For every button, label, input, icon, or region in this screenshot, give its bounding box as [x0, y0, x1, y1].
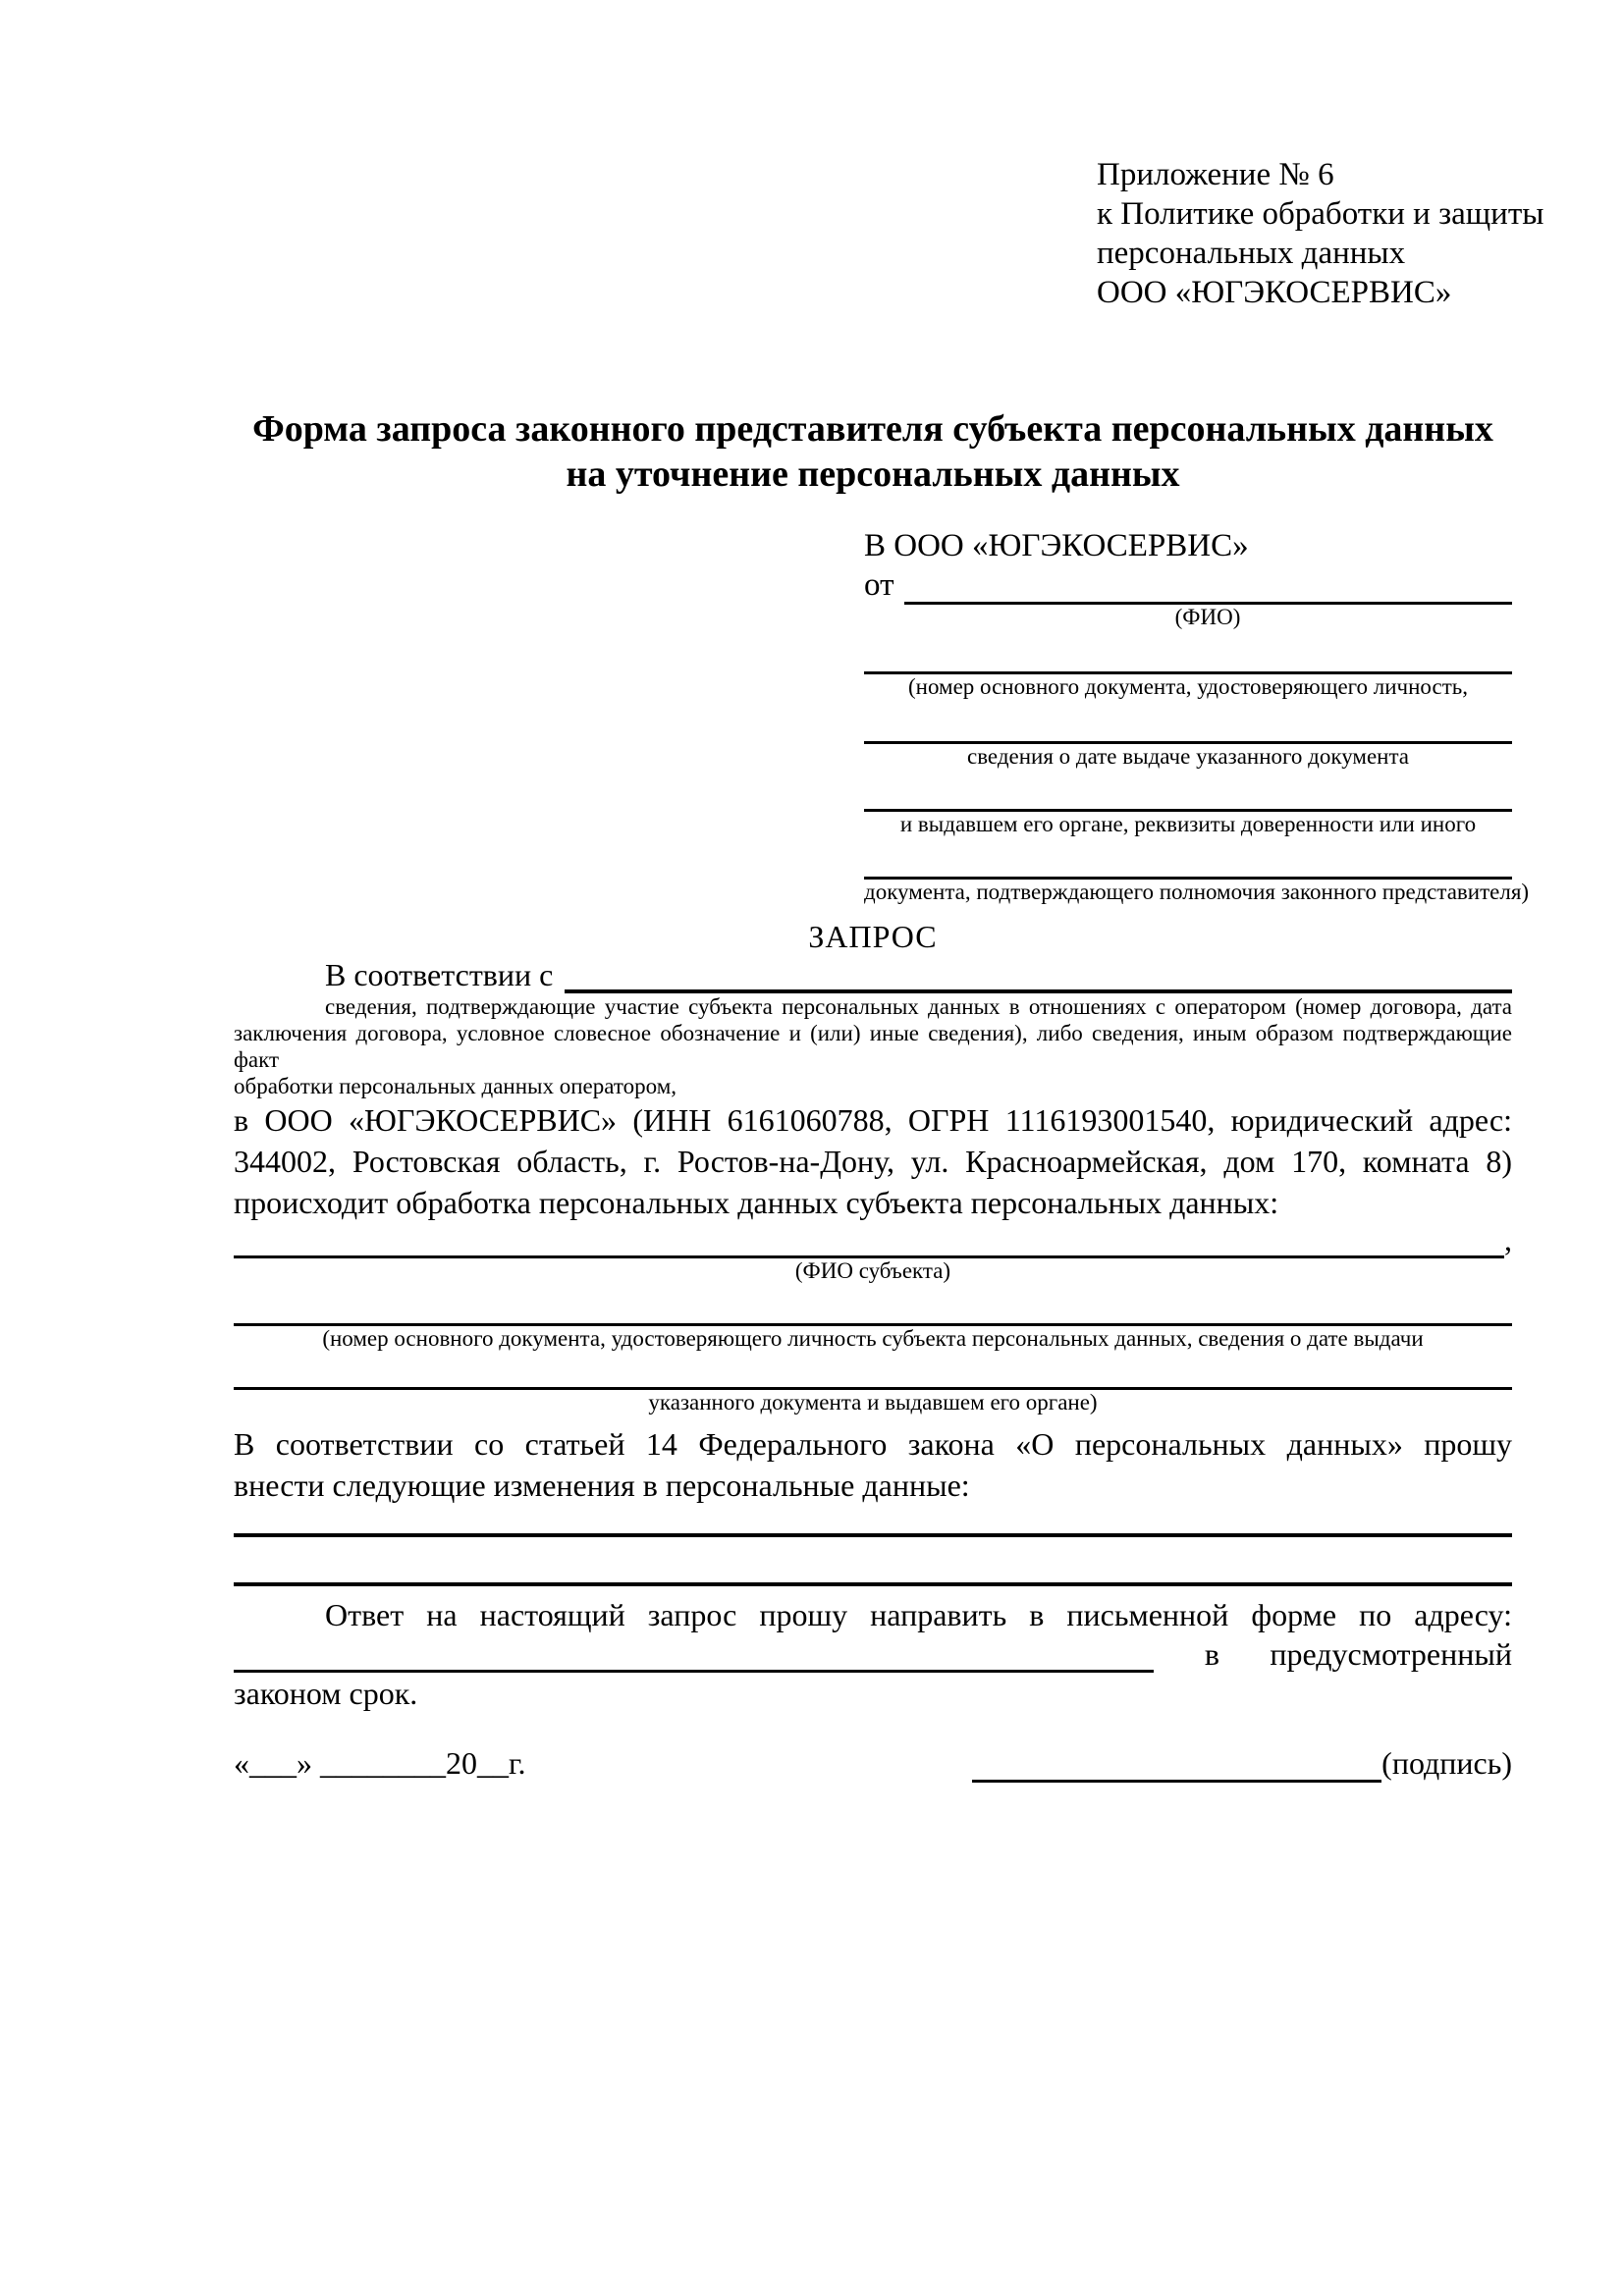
document-title-line-1: Форма запроса законного представителя субъекта персональных данных — [252, 408, 1493, 450]
response-request-line: Ответ на настоящий запрос прошу направить в письменной форме по адресу: — [325, 1597, 1512, 1632]
addressee-block — [864, 526, 1530, 905]
blank-line — [864, 837, 1512, 880]
address-field-row — [234, 1635, 1512, 1673]
subject-doc-caption-1: (номер основного документа, удостоверяющего личность субъекта персональных данных, сведения о дате выдачи — [322, 1326, 1424, 1351]
request-heading: ЗАПРОС — [808, 919, 938, 954]
changes-blank-line-1 — [234, 1506, 1512, 1537]
field-caption: (номер основного документа, удостоверяющего личность, — [907, 674, 1468, 699]
appendix-policy-ref-line-2: персональных данных — [1097, 236, 1406, 271]
date-signature-row — [234, 1743, 1512, 1783]
subject-doc-caption-2: указанного документа и выдавшем его органе) — [648, 1390, 1098, 1415]
accordance-field-row — [234, 954, 1512, 993]
from-label: от — [864, 567, 894, 603]
subject-doc-blank-line-1 — [234, 1284, 1512, 1326]
representative-doc-field-2 — [864, 700, 1512, 770]
appendix-company-name: ООО «ЮГЭКОСЕРВИС» — [1097, 275, 1452, 310]
fine-print-line: обработки персональных данных оператором, — [234, 1074, 677, 1098]
appendix-policy-ref-line-1: к Политике обработки и защиты — [1097, 196, 1544, 232]
accordance-blank-line — [565, 958, 1512, 993]
fine-print-line: сведения, подтверждающие участие субъекта персональных данных в отношениях с оператором (номер договора, дата — [325, 994, 1512, 1019]
fio-caption: (ФИО) — [1174, 605, 1241, 629]
operator-paragraph-line: в ООО «ЮГЭКОСЕРВИС» (ИНН 6161060788, ОГРН 1116193001540, юридический адрес: — [234, 1102, 1512, 1138]
blank-line — [864, 630, 1512, 674]
subject-doc-blank-line-2 — [234, 1352, 1512, 1390]
response-closing-line: законом срок. — [234, 1676, 418, 1711]
article-14-line: В соответствии со статьей 14 Федерального закона «О персональных данных» прошу — [234, 1426, 1512, 1462]
addressee-company: В ООО «ЮГЭКОСЕРВИС» — [864, 528, 1249, 563]
article-14-line: внести следующие изменения в персональные данные: — [234, 1468, 970, 1503]
blank-line — [864, 770, 1512, 812]
subject-fio-caption: (ФИО субъекта) — [794, 1258, 951, 1283]
operator-paragraph-line: происходит обработка персональных данных субъекта персональных данных: — [234, 1185, 1279, 1220]
signature-blank-line — [972, 1750, 1381, 1783]
operator-paragraph — [234, 1099, 1512, 1223]
field-caption: документа, подтверждающего полномочия законного представителя) — [864, 880, 1530, 904]
appendix-number: Приложение № 6 — [1097, 157, 1334, 192]
article-14-paragraph — [234, 1423, 1512, 1506]
field-caption: сведения о дате выдаче указанного документа — [966, 744, 1410, 769]
fine-print-note — [234, 993, 1512, 1099]
representative-doc-field-4 — [864, 837, 1530, 905]
operator-paragraph-line: 344002, Ростовская область, г. Ростов-на-Дону, ул. Красноармейская, дом 170, комната 8) — [234, 1144, 1512, 1179]
date-field: «___» ________20__г. — [234, 1745, 526, 1781]
address-blank-line — [234, 1640, 1154, 1673]
subject-fio-blank-line — [234, 1226, 1504, 1258]
field-caption: и выдавшем его органе, реквизиты доверенности или иного — [899, 812, 1477, 836]
signature-field — [972, 1743, 1512, 1783]
appendix-header — [1097, 155, 1544, 312]
fine-print-line: заключения договора, условное словесное обозначение и (или) иные сведения), либо сведения, иным образом подтверждающие факт — [234, 1021, 1512, 1072]
representative-doc-field-3 — [864, 770, 1512, 837]
signature-caption: (подпись) — [1381, 1745, 1512, 1781]
changes-blank-line-2 — [234, 1537, 1512, 1586]
document-title-line-2: на уточнение персональных данных — [566, 454, 1180, 495]
blank-line — [864, 700, 1512, 744]
from-blank-line — [904, 568, 1513, 605]
word-stipulated: предусмотренный — [1270, 1636, 1512, 1672]
document-title — [234, 406, 1512, 497]
subject-fio-field-row — [234, 1223, 1512, 1258]
word-in: в — [1204, 1636, 1219, 1672]
representative-doc-field-1 — [864, 630, 1512, 700]
trailing-comma: , — [1504, 1222, 1512, 1257]
from-field-row — [864, 565, 1512, 605]
accordance-label: В соответствии с — [325, 957, 554, 992]
